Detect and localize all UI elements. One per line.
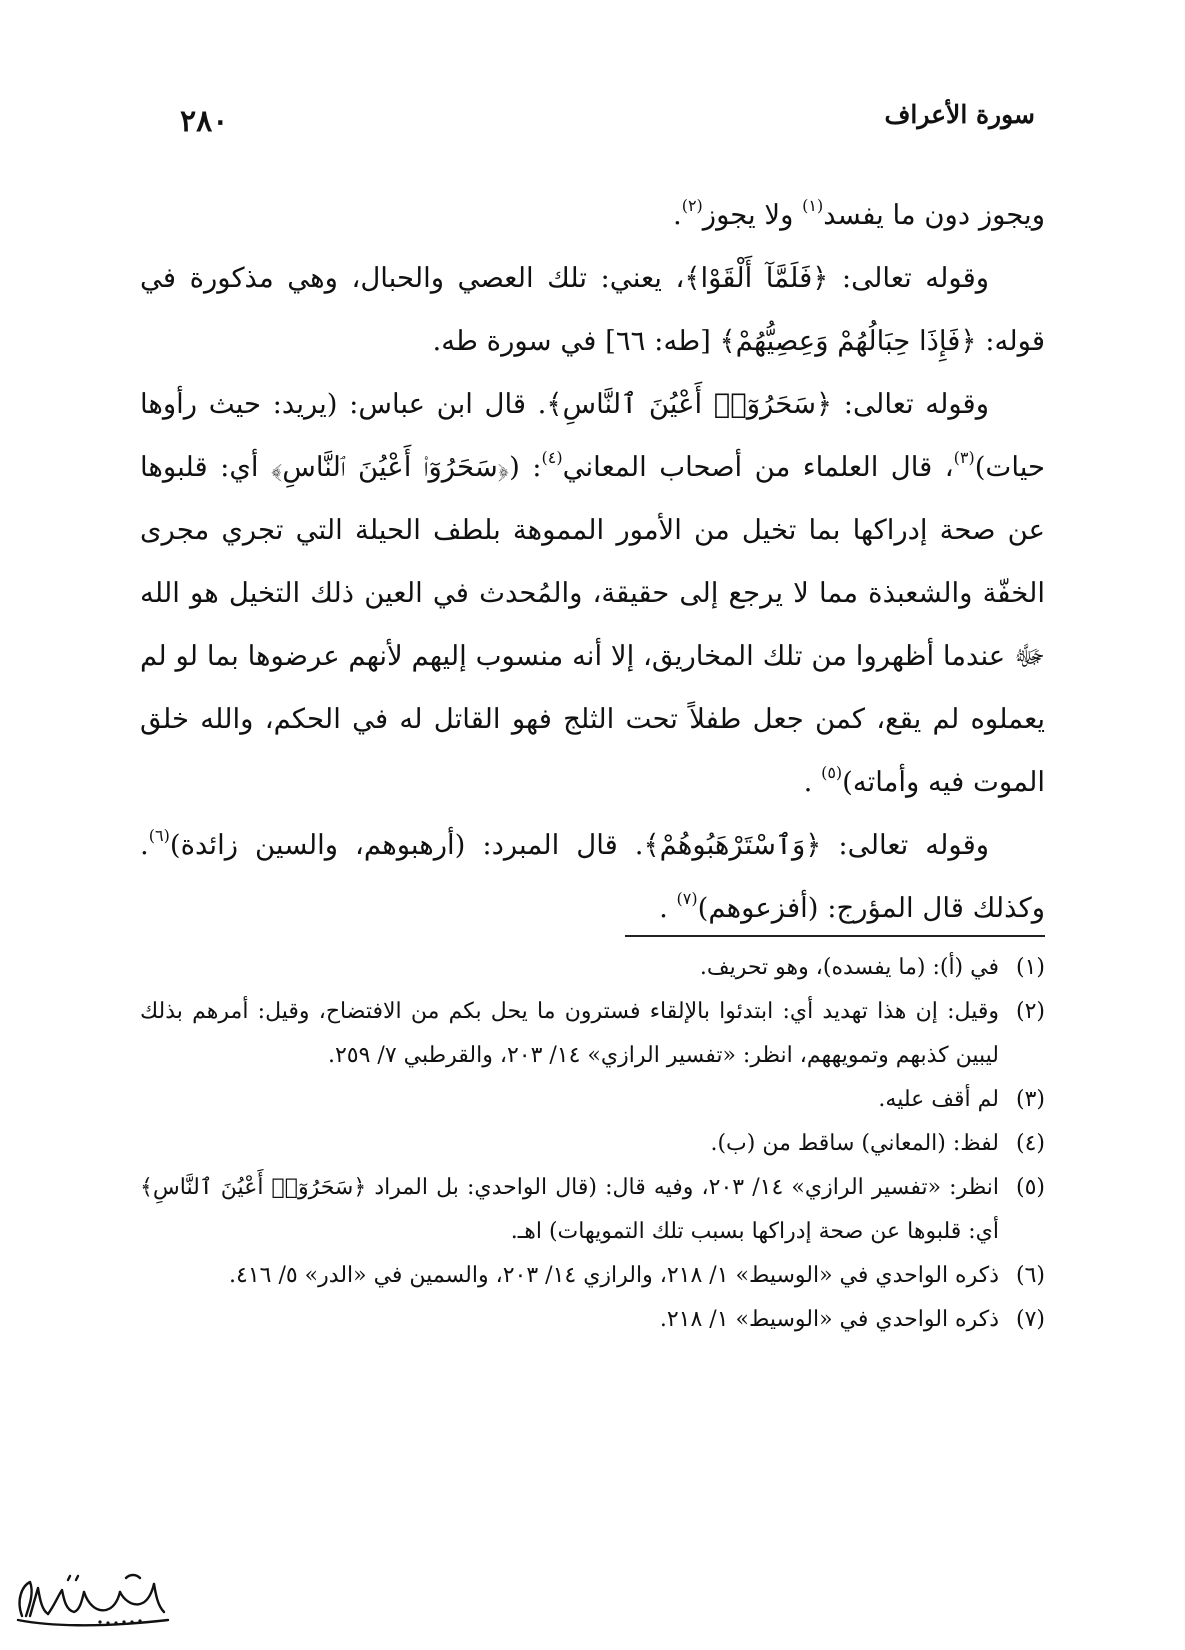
footnote bbox=[140, 1122, 1045, 1166]
footnote bbox=[140, 1078, 1045, 1122]
text-run: وقوله تعالى: ﴿وَٱسْتَرْهَبُوهُمْ﴾. قال المبرد: (أرهبوهم، والسين زائدة) bbox=[169, 829, 989, 861]
footnote-text: في (أ): (ما يفسده)، وهو تحريف. bbox=[699, 955, 999, 980]
footnote-number: (٧) bbox=[1015, 1307, 1045, 1332]
footnote-text: لم أقف عليه. bbox=[878, 1087, 999, 1112]
text-run: . وكذلك قال المؤرج: (أفزعوهم) bbox=[140, 829, 1045, 924]
paragraph bbox=[140, 373, 1045, 814]
text-run: ويجوز دون ما يفسد bbox=[823, 199, 1045, 231]
paragraph bbox=[140, 247, 1045, 373]
footnote bbox=[140, 990, 1045, 1078]
signature-mark bbox=[8, 1570, 188, 1638]
footnote-ref: (٥) bbox=[821, 763, 843, 782]
footnote-text: وقيل: إن هذا تهديد أي: ابتدئوا بالإلقاء فسترون ما يحل بكم من الافتضاح، وقيل: أمرهم بذلك ليبين كذبهم وتمويههم، انظر: «تفسير الرازي» ١٤/ ٢٠٣، والقرطبي ٧/ ٢٥٩. bbox=[140, 999, 1000, 1068]
footnote bbox=[140, 1254, 1045, 1298]
footnote-number: (٢) bbox=[1015, 999, 1045, 1024]
text-run: : (﴿سَحَرُوٓا۟ أَعْيُنَ ٱلنَّاسِ﴾ أي: قلبوها عن صحة إدراكها بما تخيل من الأمور المموهة بلطف الحيلة التي تجري مجرى الخفّة والشعبذة مما لا يرجع إلى حقيقة، والمُحدث في العين ذلك التخيل هو الله ﷻ عندما أظهروا من تلك المخاريق، إلا أنه منسوب إليهم لأنهم عرضوها بما لو لم يعملوه لم يقع، كمن جعل طفلاً تحت الثلج فهو القاتل له في الحكم، والله خلق الموت فيه وأماته) bbox=[140, 451, 1045, 798]
text-run: وقوله تعالى: ﴿سَحَرُوٓا۟ أَعْيُنَ ٱلنَّاسِ﴾. قال ابن عباس: (يريد: حيث رأوها حيات) bbox=[140, 388, 1045, 483]
footnote bbox=[140, 946, 1045, 990]
paragraph bbox=[140, 184, 1045, 247]
footnote-ref: (٦) bbox=[148, 826, 170, 845]
text-run: ، قال العلماء من أصحاب المعاني bbox=[562, 451, 954, 483]
footnote-ref: (٣) bbox=[953, 448, 975, 467]
running-head bbox=[180, 96, 1035, 146]
text-run: . bbox=[659, 892, 677, 924]
paragraph bbox=[140, 814, 1045, 940]
main-text bbox=[140, 184, 1045, 940]
footnote-ref: (١) bbox=[802, 196, 824, 215]
text-run: وقوله تعالى: ﴿فَلَمَّآ أَلْقَوْا﴾، يعني: تلك العصي والحبال، وهي مذكورة في قوله: ﴿فَإِذَا حِبَالُهُمْ وَعِصِيُّهُمْ﴾ [طه: ٦٦] في سورة طه. bbox=[140, 262, 1045, 357]
footnote-text: لفظ: (المعاني) ساقط من (ب). bbox=[710, 1131, 999, 1156]
signature-logo bbox=[8, 1570, 188, 1638]
footnote-number: (٦) bbox=[1015, 1263, 1045, 1288]
footnote-text: انظر: «تفسير الرازي» ١٤/ ٢٠٣، وفيه قال: (قال الواحدي: بل المراد ﴿سَحَرُوٓا۟ أَعْيُنَ ٱلنَّاسِ﴾ أي: قلبوها عن صحة إدراكها بسبب تلك التمويهات) اهـ. bbox=[140, 1175, 999, 1244]
footnote bbox=[140, 1166, 1045, 1254]
footnote-ref: (٤) bbox=[541, 448, 563, 467]
footnote-number: (١) bbox=[1015, 955, 1045, 980]
footnote-text: ذكره الواحدي في «الوسيط» ١/ ٢١٨، والرازي ١٤/ ٢٠٣، والسمين في «الدر» ٥/ ٤١٦. bbox=[229, 1263, 999, 1288]
footnote-number: (٥) bbox=[1015, 1175, 1045, 1200]
text-run: ولا يجوز bbox=[702, 199, 803, 231]
footnotes bbox=[140, 946, 1045, 1342]
footnote bbox=[140, 1298, 1045, 1342]
footnote-ref: (٧) bbox=[676, 889, 698, 908]
footnote-number: (٤) bbox=[1015, 1131, 1045, 1156]
footnote-separator bbox=[625, 935, 1045, 937]
footnote-ref: (٢) bbox=[681, 196, 703, 215]
text-run: . bbox=[672, 199, 682, 231]
text-run: . bbox=[803, 766, 822, 798]
footnote-number: (٣) bbox=[1015, 1087, 1045, 1112]
page-number: ٢٨٠ bbox=[180, 104, 229, 139]
footnote-text: ذكره الواحدي في «الوسيط» ١/ ٢١٨. bbox=[659, 1307, 999, 1332]
surah-title: سورة الأعراف bbox=[884, 100, 1035, 129]
